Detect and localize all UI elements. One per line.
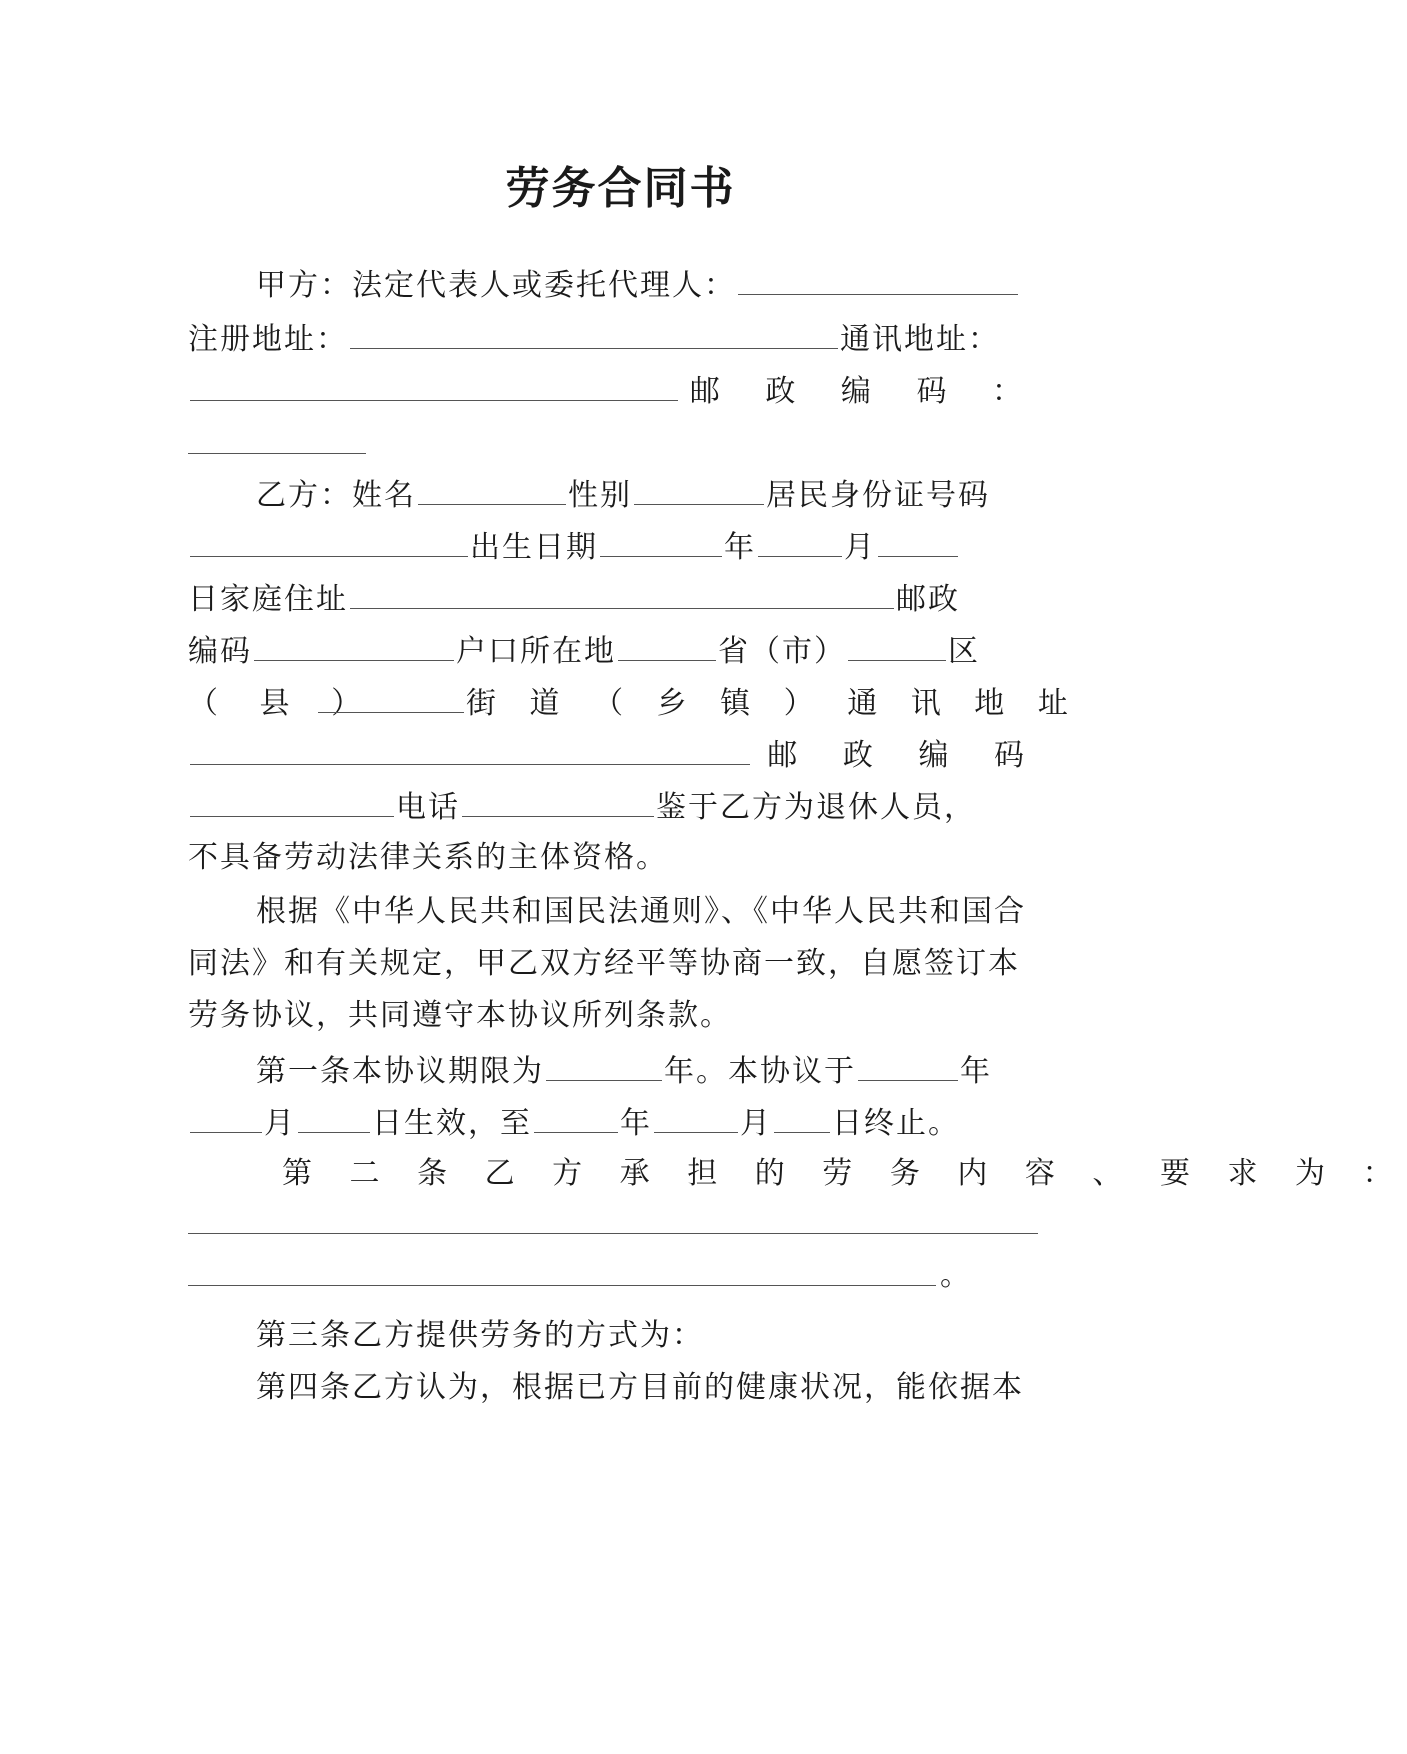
county-blank[interactable] bbox=[318, 682, 464, 713]
not-qualified-text: 不具备劳动法律关系的主体资格。 bbox=[188, 840, 668, 875]
basis-line-1: 根据《中华人民共和国民法通则》、《中华人民共和国合 bbox=[256, 894, 1026, 929]
home-address-blank[interactable] bbox=[350, 578, 894, 609]
party-b-line-8 bbox=[188, 838, 1054, 878]
party-b-line-3 bbox=[188, 578, 1054, 620]
party-b-line-6 bbox=[188, 734, 1054, 776]
postcode-label-c: 邮 政 编 码 bbox=[767, 738, 1042, 773]
comm-address-label: 通讯地址： bbox=[840, 322, 1000, 357]
article-1-d: 月 bbox=[264, 1106, 296, 1141]
birth-year-blank[interactable] bbox=[600, 526, 722, 557]
phone-label: 电话 bbox=[396, 790, 460, 825]
article-1-a: 第一条本协议期限为 bbox=[256, 1054, 544, 1089]
article-1-c: 年 bbox=[960, 1054, 992, 1089]
comm-address-b-blank[interactable] bbox=[190, 734, 750, 765]
end-year-blank[interactable] bbox=[534, 1102, 618, 1133]
article-2-end-mark: 。 bbox=[940, 1258, 972, 1293]
party-a-postcode-line bbox=[188, 370, 1054, 412]
reg-address-blank[interactable] bbox=[350, 318, 838, 349]
birth-date-label: 出生日期 bbox=[470, 530, 598, 565]
end-day-blank[interactable] bbox=[774, 1102, 830, 1133]
hukou-label: 户口所在地 bbox=[456, 634, 616, 669]
term-years-blank[interactable] bbox=[546, 1050, 662, 1081]
basis-line-3: 劳务协议，共同遵守本协议所列条款。 bbox=[188, 998, 732, 1033]
document-title: 劳务合同书 bbox=[505, 163, 736, 214]
birth-day-blank[interactable] bbox=[878, 526, 958, 557]
article-3: 第三条乙方提供劳务的方式为： bbox=[256, 1318, 704, 1353]
party-a-postcode-blank[interactable] bbox=[188, 452, 366, 454]
article-1-line-2 bbox=[188, 1102, 1054, 1144]
retired-text: 鉴于乙方为退休人员， bbox=[656, 790, 976, 825]
basis-line-2: 同法》和有关规定，甲乙双方经平等协商一致，自愿签订本 bbox=[188, 946, 1020, 981]
gender-blank[interactable] bbox=[634, 474, 764, 505]
article-1-line-1 bbox=[256, 1050, 1054, 1092]
party-a-label: 甲方：法定代表人或委托代理人： bbox=[256, 268, 736, 303]
article-4: 第四条乙方认为，根据已方目前的健康状况，能依据本 bbox=[256, 1370, 1024, 1405]
province-blank[interactable] bbox=[618, 630, 716, 661]
county-label: （ 县 ） bbox=[188, 686, 378, 721]
province-label: 省（市） bbox=[718, 634, 846, 669]
party-b-line-7 bbox=[188, 786, 1054, 828]
article-2-blank-2[interactable] bbox=[188, 1284, 936, 1286]
postcode-blank[interactable] bbox=[254, 630, 454, 661]
start-year-blank[interactable] bbox=[858, 1050, 958, 1081]
reg-address-label: 注册地址： bbox=[188, 322, 348, 357]
party-a-line bbox=[256, 264, 1054, 306]
name-blank[interactable] bbox=[418, 474, 566, 505]
start-month-blank[interactable] bbox=[190, 1102, 262, 1133]
birth-month-blank[interactable] bbox=[758, 526, 842, 557]
postcode-label-b: 编码 bbox=[188, 634, 252, 669]
party-b-name-label: 乙方：姓名 bbox=[256, 478, 416, 513]
representative-blank[interactable] bbox=[738, 264, 1018, 295]
id-number-label: 居民身份证号码 bbox=[766, 478, 990, 513]
year-label: 年 bbox=[724, 530, 756, 565]
article-1-b: 年。本协议于 bbox=[664, 1054, 856, 1089]
home-address-label: 日家庭住址 bbox=[188, 582, 348, 617]
id-number-blank[interactable] bbox=[190, 526, 468, 557]
article-2-blank-1[interactable] bbox=[188, 1232, 1038, 1234]
address-line bbox=[188, 318, 1054, 360]
party-a-postcode-label: 邮 政 编 码 ： bbox=[689, 374, 1040, 409]
district-label: 区 bbox=[948, 634, 980, 669]
party-b-line-2 bbox=[188, 526, 1054, 568]
street-label: 街 道 （ 乡 镇 ） 通 讯 地 址 bbox=[466, 686, 1080, 721]
comm-address-blank[interactable] bbox=[190, 370, 678, 401]
end-month-blank[interactable] bbox=[654, 1102, 738, 1133]
postcode-b-blank[interactable] bbox=[190, 786, 394, 817]
article-1-f: 年 bbox=[620, 1106, 652, 1141]
article-1-e: 日生效，至 bbox=[372, 1106, 532, 1141]
article-1-h: 日终止。 bbox=[832, 1106, 960, 1141]
party-b-line-5 bbox=[188, 682, 1080, 724]
article-2-label: 第 二 条 乙 方 承 担 的 劳 务 内 容 、 要 求 为 ： bbox=[282, 1156, 1407, 1191]
gender-label: 性别 bbox=[568, 478, 632, 513]
article-1-g: 月 bbox=[740, 1106, 772, 1141]
district-blank[interactable] bbox=[848, 630, 946, 661]
party-b-line-1 bbox=[256, 474, 1054, 516]
postcode-label-a: 邮政 bbox=[896, 582, 960, 617]
party-b-line-4 bbox=[188, 630, 1054, 672]
start-day-blank[interactable] bbox=[298, 1102, 370, 1133]
phone-blank[interactable] bbox=[462, 786, 654, 817]
month-label: 月 bbox=[844, 530, 876, 565]
